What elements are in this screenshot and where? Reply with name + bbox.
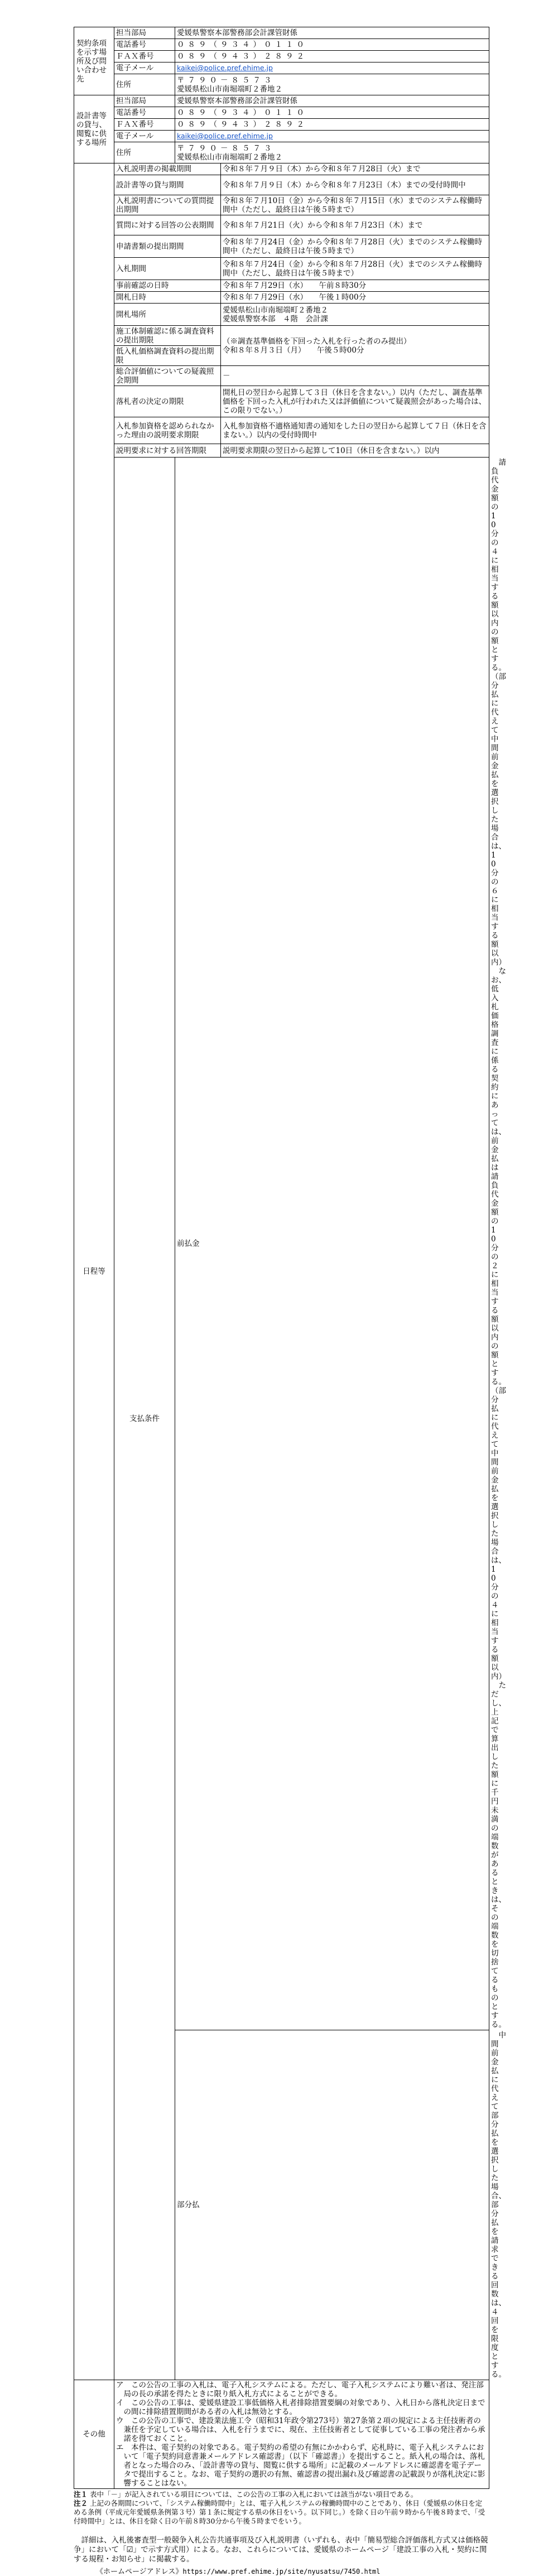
note-1-head: 注１ xyxy=(74,2490,88,2498)
schedule-value: 令和８年７月９日（木）から令和８年７月28日（火）まで xyxy=(221,163,489,175)
survey-note: （※調査基準価格を下回った入札を行った者のみ提出） xyxy=(223,336,411,346)
opening-place xyxy=(221,304,489,326)
contact-mail-link[interactable]: kaikei@police.pref.ehime.jp xyxy=(177,64,273,72)
contact-addr: 愛媛県松山市南堀端町２番地２ xyxy=(177,84,282,94)
contact-mail-label: 電子メール xyxy=(114,62,175,74)
lending-dept-label: 担当部局 xyxy=(114,95,175,107)
schedule-value: 令和８年７月10日（金）から令和８年７月15日（水）までのシステム稼働時間中（ただし、最終日は午後５時まで） xyxy=(221,195,489,215)
survey-date: 令和８年８月３日（月） 午後５時00分 xyxy=(223,345,364,355)
opening-place-line1: 愛媛県松山市南堀端町２番地２ xyxy=(223,305,328,315)
notes xyxy=(74,2490,489,2526)
lowbid-deadline-label: 低入札価格調査資料の提出期限 xyxy=(114,346,221,366)
contact-fax-label: ＦＡＸ番号 xyxy=(114,51,175,62)
schedule-label: 入札説明書についての質問提出期間 xyxy=(114,195,221,215)
other-items xyxy=(114,2380,489,2489)
answer-deadline-label: 説明要求に対する回答期限 xyxy=(114,444,221,458)
lending-tel-label: 電話番号 xyxy=(114,107,175,119)
lending-addr: 愛媛県松山市南堀端町２番地２ xyxy=(177,152,282,162)
lending-mail-label: 電子メール xyxy=(114,131,175,142)
reason-request-label: 入札参加資格を認められなかった理由の説明要求期限 xyxy=(114,417,221,444)
schedule-label: 設計書等の貸与期間 xyxy=(114,175,221,195)
note-1-text: 表中「－」が記入されている項目については、この公告の工事の入札においては該当がない項目である。 xyxy=(90,2490,418,2498)
opening-place-line2: 愛媛県警察本部 ４階 会計課 xyxy=(223,314,328,324)
schedule-value: 令和８年７月29日（水） 午後１時00分 xyxy=(221,292,489,304)
survey-deadline xyxy=(221,326,489,366)
schedule-value: 令和８年７月９日（木）から令和８年７月23日（木）までの受付時間中 xyxy=(221,175,489,195)
other-item: エ 本件は、電子契約の対象である。電子契約の希望の有無にかかわらず、応札時に、電子入札システムにおいて「電子契約同意書兼メールアドレス確認書」（以下「確認書」）を提出すること。紙入札の場合は、落札者となった場合のみ、「設計書等の貸与、閲覧に供する場所」に記載のメールアドレスに確認書を電子データで提出すること。なお、電子契約の選択の有無、確認書の提出漏れ及び確認書の記載誤りが落札決定に影響することはない。 xyxy=(116,2443,485,2488)
homepage-label: 《ホームページアドレス》 xyxy=(96,2568,183,2576)
contact-dept: 愛媛県警察本部警務部会計課管財係 xyxy=(175,27,489,39)
contact-tel-label: 電話番号 xyxy=(114,39,175,51)
schedule-value: 令和８年７月24日（金）から令和８年７月28日（火）までのシステム稼働時間中（ただし、最終日は午後５時まで） xyxy=(221,258,489,280)
schedule-label: 入札説明書の掲載期間 xyxy=(114,163,221,175)
schedule-value: 令和８年７月24日（金）から令和８年７月28日（火）までのシステム稼働時間中（ただし、最終日は午後５時まで） xyxy=(221,235,489,258)
schedule-label: 開札日時 xyxy=(114,292,221,304)
lending-section-label: 設計書等の貸与、閲覧に供する場所 xyxy=(74,95,114,163)
lending-address xyxy=(175,142,489,163)
note-2 xyxy=(74,2499,489,2526)
schedule-value: 令和８年７月29日（水） 午前８時30分 xyxy=(221,280,489,292)
note-1 xyxy=(74,2490,489,2499)
contact-fax: ０８９（９４３）２８９２ xyxy=(175,51,489,62)
other-item: イ この公告の工事は、愛媛県建設工事低価格入札者排除措置要綱の対象であり、入札日から落札決定日までの間に排除措置期間がある者の入札は無効とする。 xyxy=(116,2399,485,2416)
other-item: ウ この公告の工事で、建設業法施工令（昭和31年政令第273号）第27条第２項の規定による主任技術者の兼任を予定している場合は、入札を行うまでに、現在、主任技術者として従事している工事の発注者から承諾を得ておくこと。 xyxy=(116,2416,485,2443)
lending-postal: 〒７９０－８５７３ xyxy=(177,143,275,153)
homepage-url[interactable]: https://www.pref.ehime.jp/site/nyusatsu/7450.html xyxy=(182,2568,381,2575)
contact-tel: ０８９（９３４）０１１０ xyxy=(175,39,489,51)
decision-deadline-value: 開札日の翌日から起算して３日（休日を含まない。）以内（ただし、調査基準価格を下回った入札が行われた又は評価値について疑義照会があった場合は、この限りでない。） xyxy=(221,386,489,417)
contact-postal: 〒７９０－８５７３ xyxy=(177,75,275,85)
contact-section-label: 契約条項を示す場所及び問い合わせ先 xyxy=(74,27,114,95)
schedule-label: 入札期間 xyxy=(114,258,221,280)
decision-deadline-label: 落札者の決定の期限 xyxy=(114,386,221,417)
schedule-value: 令和８年７月21日（火）から令和８年７月23日（木）まで xyxy=(221,215,489,235)
partial-payment-label: 部分払 xyxy=(175,2030,489,2380)
schedule-section-label: 日程等 xyxy=(74,163,114,2380)
lending-addr-label: 住所 xyxy=(114,142,175,163)
survey-deadline-label: 施工体制確認に係る調査資料の提出期限 xyxy=(114,326,221,346)
contact-dept-label: 担当部局 xyxy=(114,27,175,39)
inquiry-period-label: 総合評価値についての疑義照会期間 xyxy=(114,366,221,386)
notice-table: 契約条項を示す場所及び問い合わせ先 担当部局 愛媛県警察本部警務部会計課管財係 電話番号 ０８９（９３４）０１１０ ＦＡＸ番号 ０８９（９４３）２８９２ 電子メール kaikei@police.pref.ehime.jp 住所 〒７９０－８５７３ 愛媛県松山市南堀端町２番地２ 設計書等の貸与、閲覧に供する場所 担当部局 愛媛県警察本部警務部会計課管財係 電話番号 ０８９（９３４）０１１０ ＦＡＸ番号 ０８９（９４３）２８９２ 電子メール kaikei@police.pref.ehime.jp 住所 〒７９０－８５７３ 愛媛県松山市南堀端町２番地２ 日程等 入札説明書の掲載期間 令和８年７月９日（木）から令和８年７月28日（火）まで 設計書等の貸与期間 令和８年７月９日（木）から令和８年７月23日（木）までの受付時間中 入札説明書についての質問提出期間 令和８年７月10日（金）から令和８年７月15日（水）までのシステム稼働時間中（ただし、最終日は午後５時まで） 質問に対する回答の公表期間 令和８年７月21日（火）から令和８年７月23日（木）まで 申請書類の提出期間 令和８年７月24日（金）から令和８年７月28日（火）までのシステム稼働時間中（ただし、最終日は午後５時まで） 入札期間 令和８年７月24日（金）から令和８年７月28日（火）までのシステム稼働時間中（ただし、最終日は午後５時まで） 事前確認の日時 令和８年７月29日（水） 午前８時30分 開札日時 令和８年７月29日（水） 午後１時00分 開札場所 愛媛県松山市南堀端町２番地２ 愛媛県警察本部 ４階 会計課 施工体制確認に係る調査資料の提出期限 （※調査基準価格を下回った入札を行った者のみ提出） 令和８年８月３日（月） 午後５時00分 低入札価格調査資料の提出期限 総合評価値についての疑義照会期間 － 落札者の決定の期限 開札日の翌日から起算して３日（休日を含まない。）以内（ただし、調査基準価格を下回った入札が行われた又は評価値について疑義照会があった場合は、この限りでない。） 入札参加資格を認められなかった理由の説明要求期限 入札参加資格不適格通知書の通知をした日の翌日から起算して７日（休日を含まない。）以内の受付時間中 説明要求に対する回答期限 説明要求期限の翌日から起算して10日（休日を含まない。）以内 支払条件 前払金 請負代金額の10分の４に相当する額以内の額とする。（部分払に代えて中間前金払を選択した場合は、10分の６に相当する額以内） なお、低入札価格調査に係る契約にあっては、前金払は請負代金額の10分の２に相当する額以内の額とする。（部分払に代えて中間前金払を選択した場合は、10分の４に相当する額以内） ただし、上記で算出した額に千円未満の端数があるときは、その端数を切捨てるものとする。 部分払 中間前金払に代えて部分払を選択した場合、部分払を請求できる回数は、４回を限度とする。 その他 ア この公告の工事の入札は、電子入札システムによる。ただし、電子入札システムにより難い者は、発注部局の長の承諾を得たときに限り紙入札方式によることができる。 イ この公告の工事は、愛媛県建設工事低価格入札者排除措置要綱の対象であり、入札日から落札決定日までの間に排除措置期間がある者の入札は無効とする。 ウ この公告の工事で、建設業法施工令（昭和31年政令第273号）第27条第２項の規定による主任技術者の兼任を予定している場合は、入札を行うまでに、現在、主任技術者として従事している工事の発注者から承諾を得ておくこと。 エ 本件は、電子契約の対象である。電子契約の希望の有無にかかわらず、応札時に、電子入札システムにおいて「電子契約同意書兼メールアドレス確認書」（以下「確認書」）を提出すること。紙入札の場合は、落札者となった場合のみ、「設計書等の貸与、閲覧に供する場所」に記載のメールアドレスに確認書を電子データで提出すること。なお、電子契約の選択の有無、確認書の提出漏れ及び確認書の記載誤りが落札決定に影響することはない。 xyxy=(74,27,489,2489)
lending-fax-label: ＦＡＸ番号 xyxy=(114,119,175,131)
contact-address xyxy=(175,74,489,95)
answer-deadline-value: 説明要求期限の翌日から起算して10日（休日を含まない。）以内 xyxy=(221,444,489,458)
lending-fax: ０８９（９４３）２８９２ xyxy=(175,119,489,131)
contact-addr-label: 住所 xyxy=(114,74,175,95)
other-item: ア この公告の工事の入札は、電子入札システムによる。ただし、電子入札システムにより難い者は、発注部局の長の承諾を得たときに限り紙入札方式によることができる。 xyxy=(116,2381,484,2399)
inquiry-period-value: － xyxy=(221,366,489,386)
homepage-address xyxy=(74,2565,489,2576)
note-2-head: 注２ xyxy=(74,2499,88,2507)
reason-request-value: 入札参加資格不適格通知書の通知をした日の翌日から起算して７日（休日を含まない。）以内の受付時間中 xyxy=(221,417,489,444)
closing-paragraph: 詳細は、入札後審査型一般競争入札公告共通事項及び入札説明書（いずれも、表中「簡易型総合評価落札方式又は価格競争」において「☑」で示す方式用）による。なお、これらについては、愛媛県のホームページ「建設工事の入札・契約に関する規程・お知らせ」に掲載する。 xyxy=(74,2536,488,2564)
advance-payment-label: 前払金 xyxy=(175,458,489,2030)
payment-section-label: 支払条件 xyxy=(114,458,175,2380)
other-section-label: その他 xyxy=(74,2380,114,2489)
lending-tel: ０８９（９３４）０１１０ xyxy=(175,107,489,119)
schedule-label: 申請書類の提出期間 xyxy=(114,235,221,258)
lending-mail-link[interactable]: kaikei@police.pref.ehime.jp xyxy=(177,132,273,140)
opening-place-label: 開札場所 xyxy=(114,304,221,326)
schedule-label: 事前確認の日時 xyxy=(114,280,221,292)
schedule-label: 質問に対する回答の公表期間 xyxy=(114,215,221,235)
note-2-text: 上記の各期間について、「システム稼働時間中」とは、電子入札システムの稼働時間中のことであり、休日（愛媛県の休日を定める条例（平成元年愛媛県条例第３号）第１条に規定する県の休日をいう。以下同じ。）を除く日の午前９時から午後８時まで、「受付時間中」とは、休日を除く日の午前８時30分から午後５時までをいう。 xyxy=(74,2499,485,2525)
notice-page xyxy=(74,27,506,2576)
lending-dept: 愛媛県警察本部警務部会計課管財係 xyxy=(175,95,489,107)
